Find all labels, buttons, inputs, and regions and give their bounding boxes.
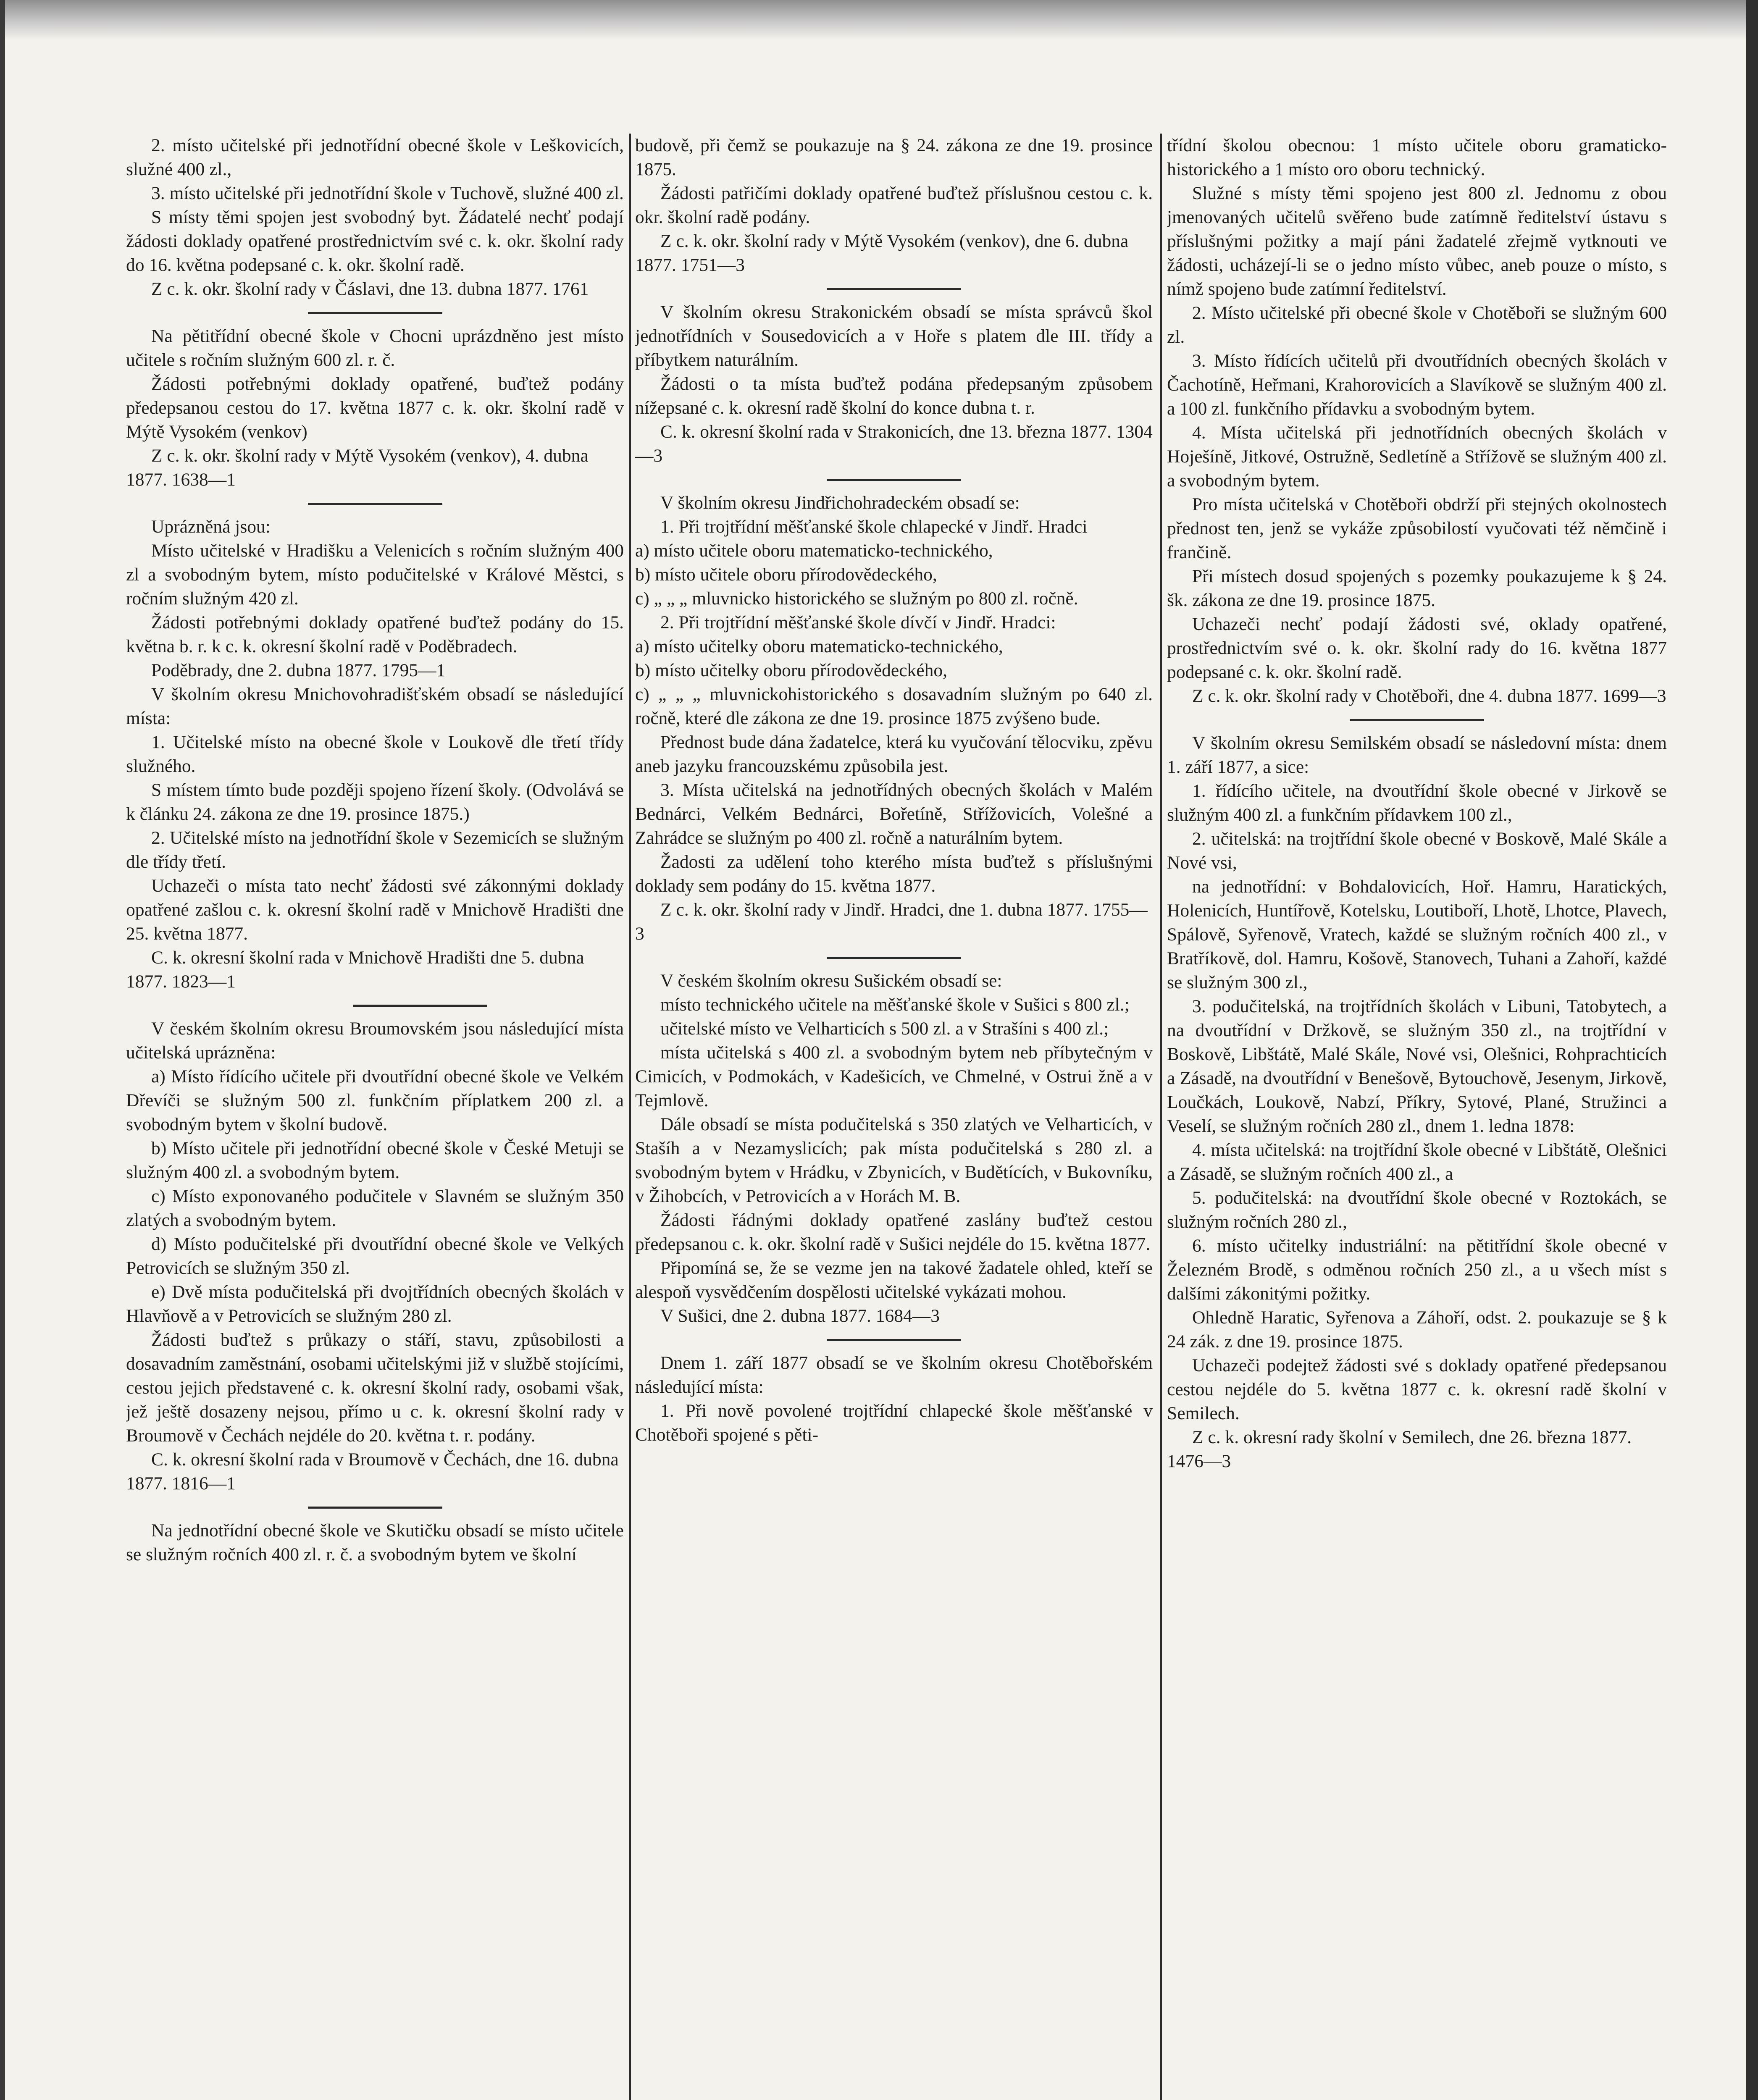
list-item: c) „ „ „ mluvnicko historického se služným po 800 zl. ročně. (635, 588, 1078, 609)
paragraph: 5. podučitelská: na dvoutřídní škole obecné v Roztokách, se služným ročních 280 zl., (1167, 1188, 1667, 1232)
paragraph: Uchazeči nechť podají žádosti své, oklady opatřené, prostřednictvím své o. k. okr. školní rady do 16. května 1877 podepsané c. k. okr. školní radě. (1167, 614, 1667, 682)
paragraph: učitelské místo ve Velharticích s 500 zl. a v Strašíni s 400 zl.; (660, 1018, 1109, 1039)
paragraph: S místem tímto bude později spojeno řízení školy. (Odvolává se k článku 24. zákona ze dne 19. prosince 1875.) (126, 780, 624, 824)
paragraph: Pro místa učitelská v Chotěboři obdrží při stejných okolnostech přednost ten, jenž se vykáže způsobilostí vyučovati též němčině i frančině. (1167, 494, 1667, 562)
paragraph: místa učitelská s 400 zl. a svobodným bytem neb příbytečným v Cimicích, v Podmokách, v Kadešicích, ve Chmelné, v Ostrui žně a v Tejmlově. (635, 1042, 1153, 1110)
section-heading: Uprázněná jsou: (151, 517, 271, 537)
paragraph: d) Místo podučitelské při dvoutřídní obecné škole ve Velkých Petrovicích se služným 350 zl. (126, 1234, 624, 1278)
paragraph: Místo učitelské v Hradišku a Velenicích s ročním služným 400 zl a svobodným bytem, místo podučitelské v Králové Městci, s ročním služným 420 zl. (126, 541, 624, 609)
paragraph: Při místech dosud spojených s pozemky poukazujeme k § 24. šk. zákona ze dne 19. prosince 1875. (1167, 566, 1667, 610)
paragraph: Žádosti potřebnými doklady opatřené, buďtež podány předepsanou cestou do 17. května 1877 c. k. okr. školní radě v Mýtě Vysokém (venkov) (126, 374, 624, 442)
column-3 (1167, 134, 1667, 2100)
paragraph: V českém školním okresu Broumovském jsou následující místa učitelská uprázněna: (126, 1018, 624, 1063)
paragraph: V školním okresu Strakonickém obsadí se místa správců škol jednotřídních v Sousedovicích a v Hoře s platem dle III. třídy a příbytkem naturálním. (635, 302, 1153, 370)
separator-rule (1350, 719, 1484, 721)
separator-rule (353, 1005, 487, 1007)
scan-right-edge (1746, 0, 1758, 2100)
separator-rule (308, 1507, 442, 1509)
column-2 (635, 134, 1153, 2100)
paragraph: 4. místa učitelská: na trojtřídní škole obecné v Libštátě, Olešnici a Zásadě, se služným ročních 400 zl., a (1167, 1140, 1667, 1184)
separator-rule (308, 312, 442, 314)
list-item: b) místo učitele oboru přírodovědeckého, (635, 564, 937, 585)
paragraph: Žádosti řádnými doklady opatřené zaslány buďtež cestou předepsanou c. k. okr. školní radě v Sušici nejdéle do 15. května 1877. (635, 1210, 1153, 1254)
paragraph: 3. místo učitelské při jednotřídní škole v Tuchově, služné 400 zl. (151, 183, 624, 203)
paragraph: S místy těmi spojen jest svobodný byt. Žádatelé nechť podají žádosti doklady opatřené prostřednictvím své c. k. okr. školní rady do 16. května podepsané c. k. okr. školní radě. (126, 207, 624, 275)
list-item: c) „ „ „ mluvnickohistorického s dosavadním služným po 640 zl. ročně, které dle zákona ze dne 19. prosince 1875 zvýšeno bude. (635, 684, 1153, 728)
separator-rule (827, 957, 961, 959)
separator-rule (827, 479, 961, 481)
paragraph: místo technického učitele na měšťanské škole v Sušici s 800 zl.; (660, 995, 1130, 1015)
paragraph: Dnem 1. září 1877 obsadí se ve školním okresu Chotěbořském následující místa: (635, 1353, 1153, 1397)
separator-rule (308, 503, 442, 505)
paragraph: Žadosti za udělení toho kterého místa buďtež s příslušnými doklady sem podány do 15. května 1877. (635, 852, 1153, 896)
list-item: a) místo učitele oboru matematicko-technického, (635, 541, 993, 561)
column-1 (126, 134, 624, 2100)
paragraph: V školním okresu Semilském obsadí se následovní místa: dnem 1. září 1877, a sice: (1167, 733, 1667, 777)
paragraph: Služné s místy těmi spojeno jest 800 zl. Jednomu z obou jmenovaných učitelů svěřeno bude zatímně ředitelství ústavu s příslušnými požitky a mají páni žadatelé zřejmě vytknouti ve žádosti, ucházejí-li se o jedno místo vůbec, aneb pouze o místo, s nímž spojeno bude zatímní ředitelství. (1167, 183, 1667, 299)
column-rule-2 (1160, 134, 1162, 2100)
paragraph: 1. Učitelské místo na obecné škole v Loukově dle třetí třídy služného. (126, 732, 624, 776)
paragraph: Uchazeči podejtež žádosti své s doklady opatřené předepsanou cestou nejdéle do 5. května 1877 c. k. okresní radě školní v Semilech. (1167, 1355, 1667, 1423)
paragraph: 6. místo učitelky industriální: na pětitřídní škole obecné v Železném Brodě, s odměnou ročních 250 zl., a u všech míst s dalšími zákonitými požitky. (1167, 1236, 1667, 1304)
signature-line: V Sušici, dne 2. dubna 1877. 1684—3 (660, 1306, 940, 1326)
paragraph: Žádosti buďtež s průkazy o stáří, stavu, způsobilosti a dosavadním zaměstnání, osobami učitelskými již v službě stojícími, cestou jejich představené c. k. okresní školní rady, osobami však, jež ještě dosazeny nejsou, přímo u c. k. okresní školní rady v Broumově v Čechách nejdéle do 20. května t. r. podány. (126, 1330, 624, 1446)
paragraph: 3. podučitelská, na trojtřídních školách v Libuni, Tatobytech, a na dvoutřídní v Držkově, se služným 350 zl., na trojtřídní v Boskově, Libštátě, Malé Skále, Nové vsi, Olešnici, Rohprachticích a Zásadě, na dvoutřídní v Benešově, Bytouchově, Jesenym, Jirkově, Loučkách, Loukově, Nabzí, Příkry, Sytové, Plané, Stružinci a Veselí, se služným ročních 280 zl., dnem 1. ledna 1878: (1167, 996, 1667, 1136)
paragraph: 2. místo učitelské při jednotřídní obecné škole v Leškovicích, služné 400 zl., (126, 135, 624, 179)
signature-line: C. k. okresní školní rada v Strakonicích, dne 13. března 1877. 1304—3 (635, 422, 1153, 466)
paragraph: 4. Místa učitelská při jednotřídních obecných školách v Hoješíně, Jitkové, Ostružně, Sedletíně a Střížově se služným 400 zl. a svobodným bytem. (1167, 423, 1667, 491)
paragraph: 1. řídícího učitele, na dvoutřídní škole obecné v Jirkově se služným 400 zl. a funkčním přídavkem 100 zl., (1167, 781, 1667, 825)
paragraph: 2. učitelská: na trojtřídní škole obecné v Boskově, Malé Skále a Nové vsi, (1167, 829, 1667, 873)
paragraph: Uchazeči o místa tato nechť žádosti své zákonnými doklady opatřené zašlou c. k. okresní školní radě v Mnichově Hradišti dne 25. května 1877. (126, 876, 624, 944)
list-item: a) místo učitelky oboru matematicko-technického, (635, 636, 1003, 656)
paragraph: 1. Při trojtřídní měšťanské škole chlapecké v Jindř. Hradci (660, 517, 1088, 537)
paragraph: b) Místo učitele při jednotřídní obecné škole v České Metuji se služným 400 zl. a svobodným bytem. (126, 1138, 624, 1182)
paragraph: V českém školním okresu Sušickém obsadí se: (660, 971, 1002, 991)
signature-line: C. k. okresní školní rada v Broumově v Čechách, dne 16. dubna 1877. 1816—1 (126, 1449, 619, 1494)
signature-line: Z c. k. okr. školní rady v Čáslavi, dne 13. dubna 1877. 1761 (151, 279, 589, 299)
paragraph: 3. Místo řídících učitelů při dvoutřídních obecných školách v Čachotíně, Heřmani, Krahorovicích a Slavíkově se služným 400 zl. a 100 zl. funkčního přídavku a svobodným bytem. (1167, 351, 1667, 419)
signature-line: Z c. k. okr. školní rady v Mýtě Vysokém (venkov), dne 6. dubna 1877. 1751—3 (635, 231, 1129, 275)
signature-line: Z c. k. okresní rady školní v Semilech, dne 26. března 1877. 1476—3 (1167, 1427, 1632, 1471)
separator-rule (827, 288, 961, 290)
signature-line: Poděbrady, dne 2. dubna 1877. 1795—1 (151, 660, 446, 680)
paragraph: 1. Při nově povolené trojtřídní chlapecké škole měšťanské v Chotěboři spojené s pěti- (635, 1401, 1153, 1445)
paragraph: třídní školou obecnou: 1 místo učitele oboru gramaticko-historického a 1 místo oro oboru technický. (1167, 135, 1667, 179)
paragraph: budově, při čemž se poukazuje na § 24. zákona ze dne 19. prosince 1875. (635, 135, 1153, 179)
paragraph: 3. Místa učitelská na jednotřídných obecných školách v Malém Bednárci, Velkém Bednárci, Bořetíně, Střížovicích, Volešné a Zahrádce se služným po 400 zl. ročně a naturálním bytem. (635, 780, 1153, 848)
paragraph: Na pětitřídní obecné škole v Chocni uprázdněno jest místo učitele s ročním služným 600 zl. r. č. (126, 326, 624, 370)
column-rule-1 (629, 134, 631, 2100)
paragraph: Ohledně Haratic, Syřenova a Záhoří, odst. 2. poukazuje se § k 24 zák. z dne 19. prosince 1875. (1167, 1307, 1667, 1352)
separator-rule (827, 1339, 961, 1341)
paragraph: Žádosti potřebnými doklady opatřené buďtež podány do 15. května b. r. k c. k. okresní školní radě v Poděbradech. (126, 612, 624, 656)
list-item: b) místo učitelky oboru přírodovědeckého, (635, 660, 947, 680)
paragraph: Žádosti patřičími doklady opatřené buďtež příslušnou cestou c. k. okr. školní radě podány. (635, 183, 1153, 227)
signature-line: Z c. k. okr. školní rady v Jindř. Hradci, dne 1. dubna 1877. 1755—3 (635, 900, 1148, 944)
paragraph: V školním okresu Mnichovohradišťském obsadí se následující místa: (126, 684, 624, 728)
paragraph: e) Dvě místa podučitelská při dvojtřídních obecných školách v Hlavňově a v Petrovicích se služným 280 zl. (126, 1282, 624, 1326)
paragraph: 2. Učitelské místo na jednotřídní škole v Sezemicích se služným dle třídy třetí. (126, 828, 624, 872)
signature-line: Z c. k. okr. školní rady v Chotěboři, dne 4. dubna 1877. 1699—3 (1192, 686, 1666, 706)
paragraph: a) Místo řídícího učitele při dvoutřídní obecné škole ve Velkém Dřevíči se služným 500 zl. funkčním příplatkem 200 zl. a svobodným bytem v školní budově. (126, 1066, 624, 1134)
paragraph: c) Místo exponovaného podučitele v Slavném se služným 350 zlatých a svobodným bytem. (126, 1186, 624, 1230)
paragraph: Žádosti o ta místa buďtež podána předepsaným způsobem nížepsané c. k. okresní radě školní do konce dubna t. r. (635, 374, 1153, 418)
scan-left-edge (0, 0, 5, 2100)
paragraph: Na jednotřídní obecné škole ve Skutičku obsadí se místo učitele se služným ročních 400 zl. r. č. a svobodným bytem ve školní (126, 1520, 624, 1564)
signature-line: C. k. okresní školní rada v Mnichově Hradišti dne 5. dubna 1877. 1823—1 (126, 948, 584, 992)
paragraph: 2. Při trojtřídní měšťanské škole dívčí v Jindř. Hradci: (660, 612, 1056, 633)
paragraph: V školním okresu Jindřichohradeckém obsadí se: (660, 493, 1020, 513)
scan-top-shadow (0, 0, 1758, 40)
paragraph: Dále obsadí se místa podučitelská s 350 zlatých ve Velharticích, v Stašíh a v Nezamyslicích; pak místa podučitelská s 280 zl. a svobodným bytem v Hrádku, v Zbynicích, v Budětících, v Bukovníku, v Žihobcích, v Petrovicích a v Horách M. B. (635, 1114, 1153, 1206)
signature-line: Z c. k. okr. školní rady v Mýtě Vysokém (venkov), 4. dubna 1877. 1638—1 (126, 446, 589, 490)
paragraph: Přednost bude dána žadatelce, která ku vyučování tělocviku, zpěvu aneb jazyku francouzskému způsobila jest. (635, 732, 1153, 776)
paragraph: 2. Místo učitelské při obecné škole v Chotěboři se služným 600 zl. (1167, 303, 1667, 347)
paragraph: na jednotřídní: v Bohdalovicích, Hoř. Hamru, Haratických, Holenicích, Huntířově, Kotelsku, Loutiboří, Lhotě, Lhotce, Plavech, Spálově, Syřenově, Vratech, každé se služným ročních 400 zl., v Bratříkově, dol. Hamru, Košově, Stanovech, Tuhani a Zahoří, každé se služným 300 zl., (1167, 877, 1667, 992)
paragraph: Připomíná se, že se vezme jen na takové žadatele ohled, kteří se alespoň vysvědčením dospělosti učitelské vykázati mohou. (635, 1258, 1153, 1302)
